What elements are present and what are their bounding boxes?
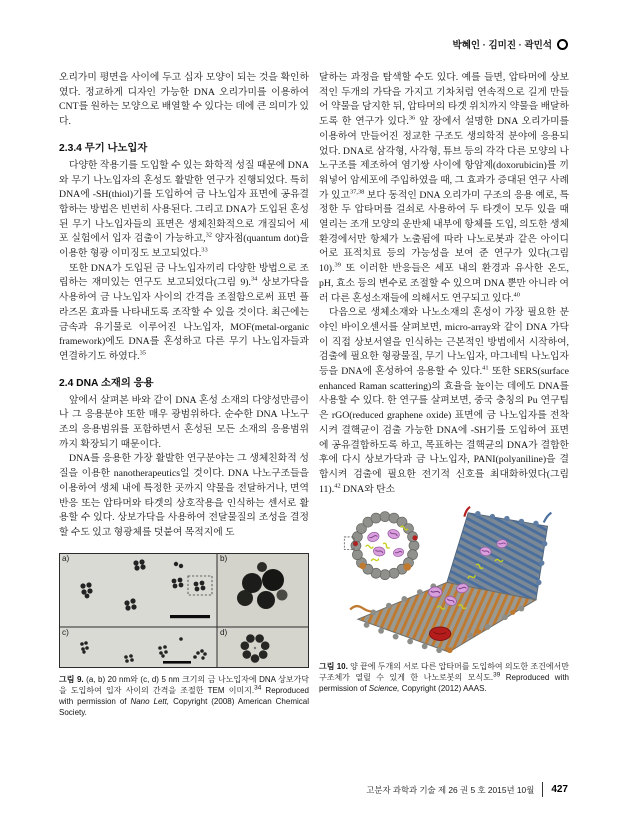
text-segment: Reproduced with permission of bbox=[319, 673, 569, 694]
paragraph-continuation bbox=[59, 71, 309, 130]
figure-10-image bbox=[319, 505, 569, 655]
text-segment: Science, bbox=[368, 684, 400, 694]
citation-ref: 36 bbox=[408, 114, 416, 122]
text-segment: Copyright (2012) AAAS. bbox=[399, 684, 487, 694]
text-segment: 또한 DNA가 도입된 금 나노입자끼리 다양한 방법으로 조립하는 재미있는 연구도 보고되었다(그림 9). bbox=[59, 262, 309, 289]
figure-10 bbox=[319, 505, 569, 694]
page-footer bbox=[366, 782, 568, 797]
right-column bbox=[319, 71, 569, 694]
text-segment: 앞 장에서 설명한 DNA 오리가미를 이용하여 만들어진 정교한 구조도 생의학적 분야에 응용되었다. DNA로 삼각형, 사각형, 튜브 등의 각각 다른 모양의 나노구조를 제조하여 염기쌍 사이에 항암제(doxorubicin)를 끼워넣어 암세포에 주입하였을 때, 그 효과가 증대된 연구 사례가 있고 bbox=[319, 116, 569, 201]
panel-label-b: b) bbox=[220, 553, 228, 563]
text-segment: Reproduced with permission of bbox=[59, 685, 310, 706]
page-number: 427 bbox=[551, 784, 568, 795]
tem-image bbox=[59, 553, 309, 668]
page-header bbox=[453, 37, 568, 51]
panel-label-a: a) bbox=[62, 553, 70, 563]
paragraph bbox=[319, 306, 569, 497]
paragraph bbox=[59, 159, 309, 262]
panel-label-c: c) bbox=[62, 627, 69, 637]
paragraph bbox=[59, 394, 309, 453]
citation-ref: 42 bbox=[334, 482, 341, 490]
citation-ref: 37,38 bbox=[349, 188, 365, 196]
text-segment: (a, b) 20 nm와 (c, d) 5 nm 크기의 금 나노입자에 DNA 상보가닥을 도입하여 입자 사이의 간격을 조절한 TEM 이미지. bbox=[59, 674, 310, 695]
citation-ref: 39 bbox=[493, 671, 501, 679]
text-segment: 보다 동적인 DNA 오리가미 구조의 응용 예로, 특정한 두 압타머를 걸쇠로 사용하여 두 타겟이 모두 있을 때 열리는 조개 모양의 운반체 내부에 항체를 도입, 의도한 생체 환경에서만 항체가 노출됨에 따라 나노로봇과 같은 아이디어로 표적치료 등의 가능성을 보여 준 연구가 있다(그림 10). bbox=[319, 189, 569, 275]
figure-9-caption bbox=[59, 674, 309, 718]
text-segment: Copyright (2008) American Chemical Society. bbox=[59, 696, 309, 717]
text-segment: 또 이러한 반응들은 세포 내의 환경과 유사한 온도, pH, 효소 등의 변수로 조절할 수 있으며 DNA 뿐만 아니라 여러 다른 혼성소재들에 의해서도 연구되고 있다. bbox=[319, 263, 569, 304]
capsule-cross-section bbox=[344, 512, 419, 580]
text-segment: DNA를 응용한 가장 활발한 연구분야는 그 생체친화적 성질을 이용한 nanotherapeutics일 것이다. DNA 나노구조들을 이용하여 생체 내에 특정한 곳까지 약물을 전달하거나, 면역반응 또는 압타머와 타겟의 상호작용을 인식하는 센서로 활용할 수 있다. 상보가닥을 사용하여 전달물질의 조성을 결정할 수도 있고 형광체를 덧붙여 목적지에 도 bbox=[59, 453, 309, 538]
text-segment: 또한 SERS(surface enhanced Raman scattering)의 효율을 높이는 데에도 DNA를 사용할 수 있다. 한 연구를 살펴보면, 중국 충칭의 Pu 연구팀은 rGO(reduced graphene oxide) 표면에 금 나노입자를 전착시켜 결핵균이 검출 가능한 DNA에 -SH기를 도입하여 표면에 공유결합하도록 하고, 목표하는 결핵균의 DNA가 결합한 후에 다시 상보가닥과 금 나노입자, PANI(polyaniline)을 결합시켜 검출에 필요한 전기적 신호를 최대화하였다(그림 11). bbox=[319, 366, 569, 495]
paragraph bbox=[59, 262, 309, 365]
scale-bar-c bbox=[163, 661, 191, 664]
figure-9-image bbox=[59, 553, 309, 668]
panel-label-d: d) bbox=[220, 627, 228, 637]
nanorobot-clamshell bbox=[350, 507, 551, 653]
journal-info: 고분자 과학과 기술 제 26 권 5 호 2015년 10월 bbox=[366, 784, 535, 795]
citation-ref: 34 bbox=[250, 276, 258, 284]
paragraph bbox=[59, 452, 309, 540]
citation-ref: 40 bbox=[513, 291, 520, 299]
orange-strand bbox=[350, 606, 371, 611]
scale-bar-a bbox=[170, 615, 210, 618]
citation-ref: 32 bbox=[205, 232, 212, 240]
aptamer-lock-blue bbox=[544, 513, 552, 523]
text-segment: 그림 10. bbox=[319, 662, 348, 672]
left-column bbox=[59, 71, 309, 718]
citation-ref: 41 bbox=[482, 364, 489, 372]
section-heading-2-4: 2.4 DNA 소재의 응용 bbox=[59, 377, 154, 389]
text-segment: 그림 9. bbox=[59, 674, 84, 684]
text-segment: 양 끝에 두개의 서로 다른 압타머를 도입하여 의도한 조건에서만 구조체가 열릴 수 있게 한 나노로봇의 모식도. bbox=[319, 662, 569, 683]
text-segment: 달하는 과정을 탐색할 수도 있다. 예를 들면, 압타머에 상보적인 두개의 가닥을 가지고 기차처럼 연속적으로 길게 만들어 약물을 담지한 뒤, 압타머의 타겟 위치까지 약물을 배달하도록 한 연구가 있다. bbox=[319, 72, 569, 128]
citation-ref: 34 bbox=[254, 684, 262, 692]
text-segment: 다양한 작용기를 도입할 수 있는 화학적 성질 때문에 DNA와 무기 나노입자의 혼성도 활발한 연구가 진행되었다. 특히 DNA에 -SH(thiol)기를 도입하여 금 나노입자 표면에 공유결합하는 방법은 빈번히 사용된다. 그리고 DNA가 도입된 혼성된 무기 나노입자들의 표면은 생체친화적으로 개질되어 세포 실험에서 입자 검출이 가능하고, bbox=[59, 159, 309, 245]
text-segment: 상보가닥을 사용하여 금 나노입자 사이의 간격을 조절함으로써 표면 플라즈몬 효과를 나타내도록 조작할 수 있을 것이다. 최근에는 금속과 유기물로 이루어진 나노입자, MOF(metal-organic framework)에도 DNA를 혼성하고 다른 무기 나노입자들과 연결하기도 하였다. bbox=[59, 277, 309, 362]
citation-ref: 35 bbox=[139, 349, 146, 357]
section-heading-2-3-4: 2.3.4 무기 나노입자 bbox=[59, 142, 148, 154]
text-segment: Nano Lett, bbox=[130, 696, 170, 706]
text-segment: 오리가미 평면을 사이에 두고 십자 모양이 되는 것을 확인하였다. 정교하게 디자인 가능한 DNA 오리가미를 이용하여 CNT를 원하는 모양으로 배열할 수 있다는 데에 큰 의미가 있다. bbox=[59, 72, 309, 128]
text-segment: 앞에서 살펴본 바와 같이 DNA 혼성 소재의 다양성만큼이나 그 응용분야 또한 매우 광범위하다. 순수한 DNA 나노구조의 응용범위를 포함하면서 혼성된 모든 소재의 응용범위까지 확장되기 때문이다. bbox=[59, 394, 309, 450]
text-segment: 양자점(quantum dot)을 이용한 형광 이미징도 보고되었다. bbox=[59, 233, 309, 260]
nanorobot-illustration bbox=[319, 505, 569, 655]
footer-divider bbox=[542, 782, 543, 797]
text-segment: 다음으로 생체소재와 나노소재의 혼성이 가장 필요한 분야인 바이오센서를 살펴보면, micro-array와 같이 DNA 가닥이 직접 상보서열을 인식하는 근본적인 방법에서 시작하여, 검출에 필요한 형광물질, 무기 나노입자, 마그네틱 나노입자 등을 DNA에 혼성하여 응용할 수 있다. bbox=[319, 307, 569, 378]
authors: 박혜인 · 김미진 · 곽민석 bbox=[452, 40, 552, 51]
citation-ref: 39 bbox=[334, 261, 341, 269]
paragraph-continuation bbox=[319, 71, 569, 306]
citation-ref: 33 bbox=[201, 246, 208, 254]
figure-10-caption bbox=[319, 661, 569, 694]
figure-9 bbox=[59, 553, 309, 718]
text-segment: DNA와 탄소 bbox=[340, 483, 396, 495]
author-ring-icon bbox=[557, 39, 568, 50]
